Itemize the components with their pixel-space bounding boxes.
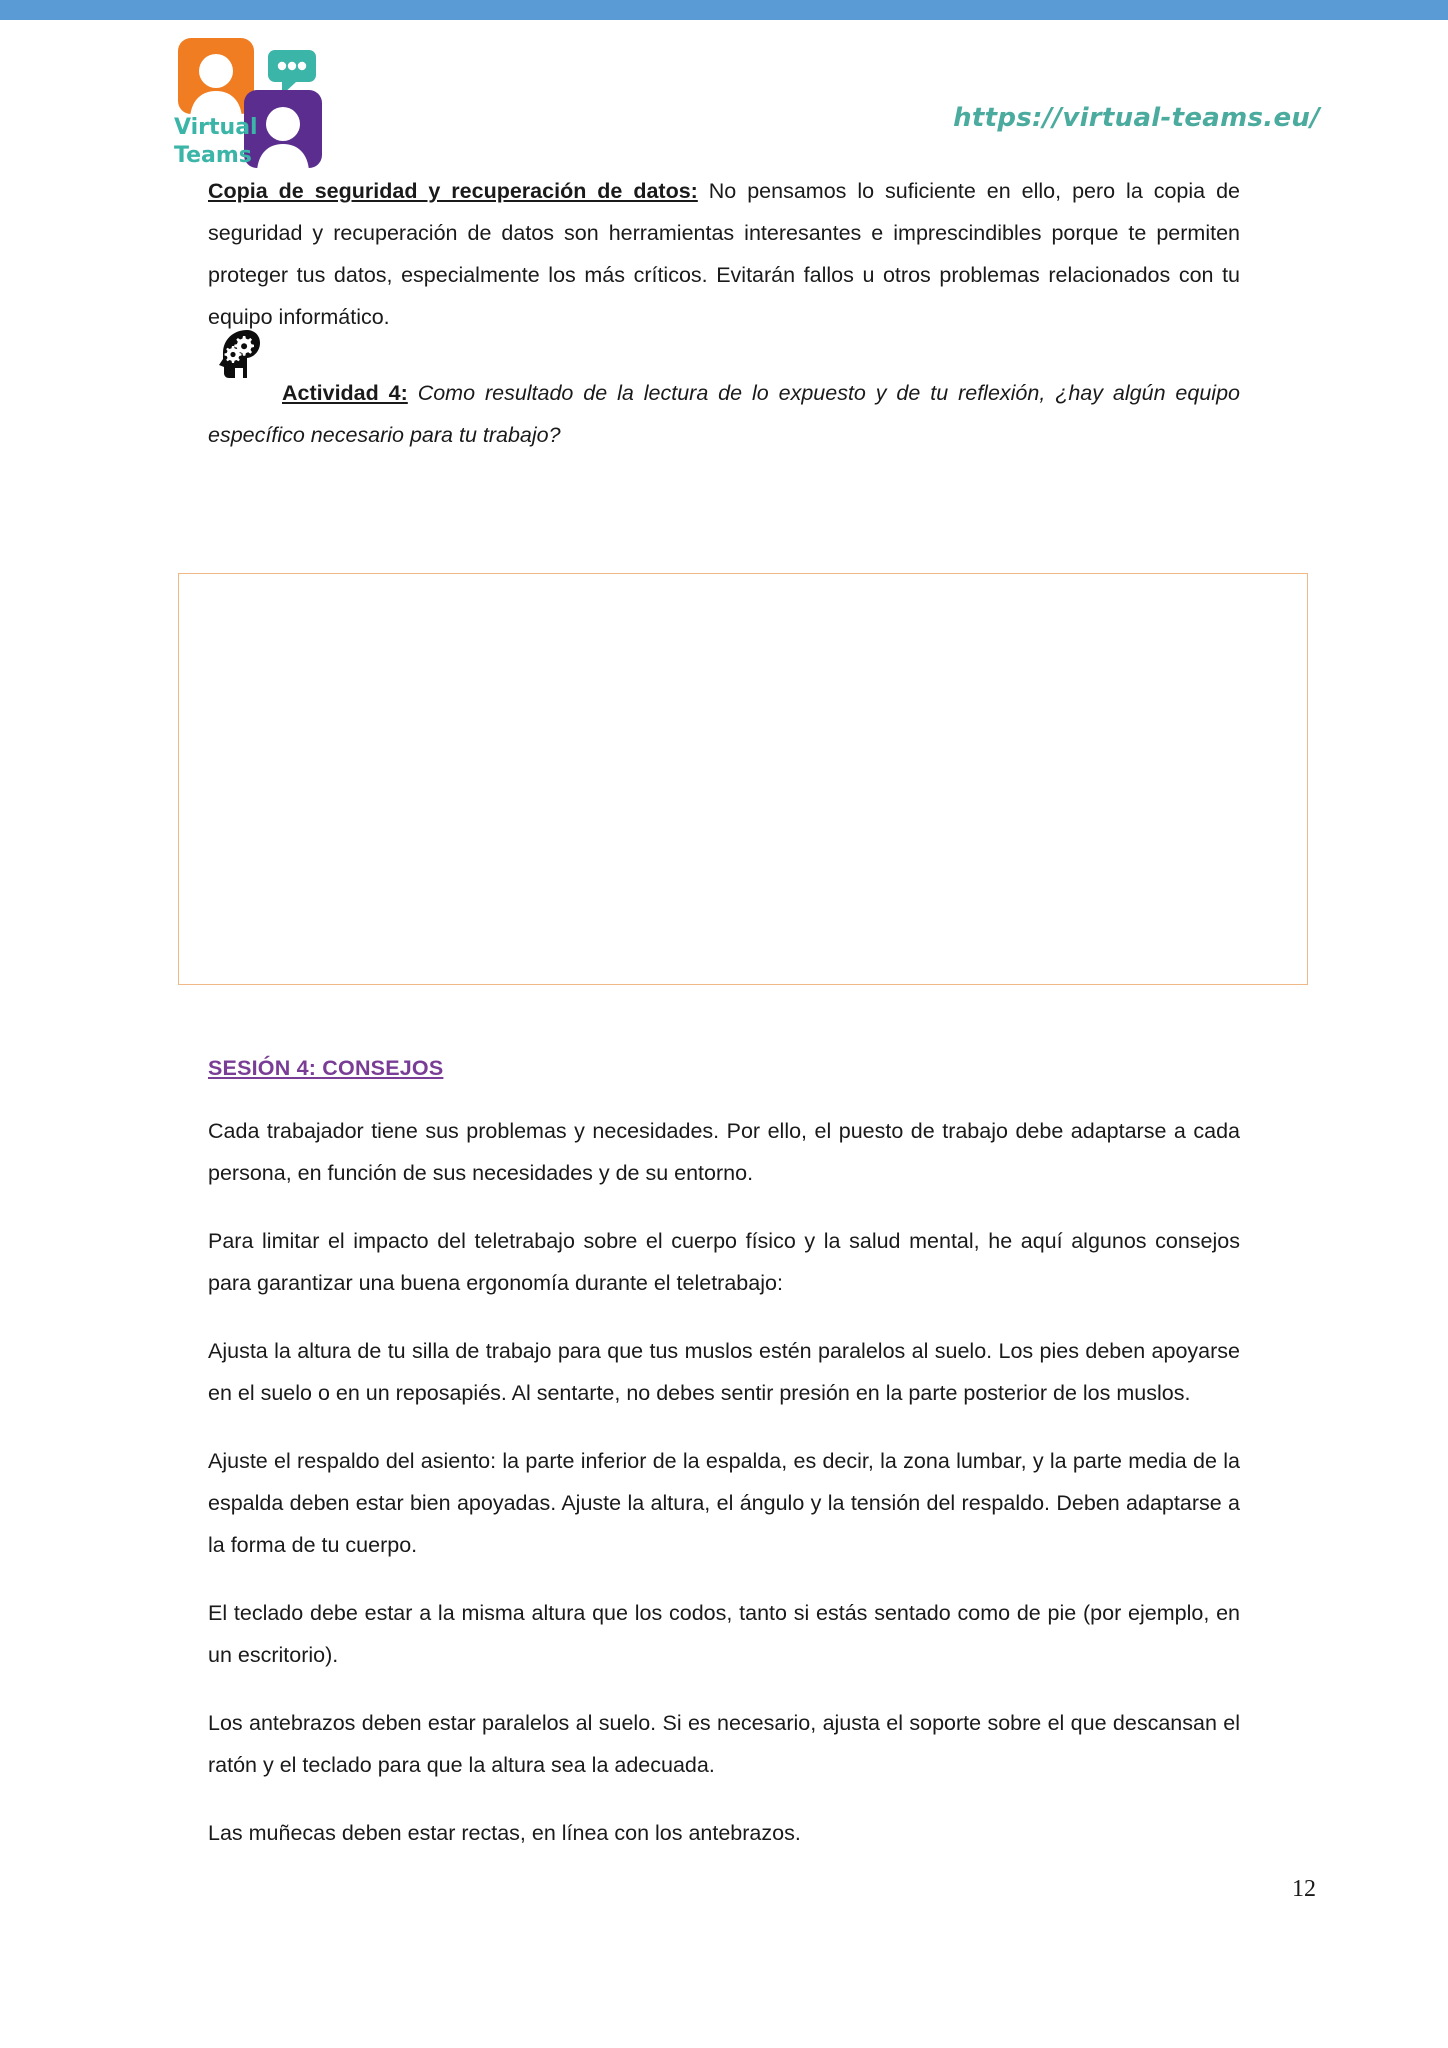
logo-wordmark-line2: Teams <box>174 143 252 168</box>
page-number: 12 <box>1292 1876 1316 1902</box>
document-page <box>0 20 1448 2048</box>
brain-head-gears-icon <box>217 328 263 380</box>
top-accent-bar <box>0 0 1448 20</box>
paragraph-3: Ajusta la altura de tu silla de trabajo para que tus muslos estén paralelos al suelo. Los pies deben apoyarse en el suelo o en un reposapiés. Al sentarte, no debes sentir presión en la parte posterior de los muslos. <box>208 1339 1240 1405</box>
activity-paragraph <box>208 372 1240 456</box>
activity-answer-box[interactable] <box>178 573 1308 985</box>
activity-label: Actividad 4: <box>282 381 408 405</box>
backup-term-label: Copia de seguridad y recuperación de datos: <box>208 179 698 203</box>
paragraph-5: El teclado debe estar a la misma altura que los codos, tanto si estás sentado como de pie (por ejemplo, en un escritorio). <box>208 1601 1240 1667</box>
logo-chat-bubble <box>268 50 316 95</box>
paragraph-2: Para limitar el impacto del teletrabajo sobre el cuerpo físico y la salud mental, he aquí algunos consejos para garantizar una buena ergonomía durante el teletrabajo: <box>208 1229 1240 1295</box>
page-header <box>0 20 1448 170</box>
activity-block <box>208 372 1240 456</box>
activity-question-text: Como resultado de la lectura de lo expuesto y de tu reflexión, ¿hay algún equipo específico necesario para tu trabajo? <box>208 381 1240 447</box>
session-heading: SESIÓN 4: CONSEJOS <box>208 1056 444 1080</box>
lower-content <box>208 1110 1240 1880</box>
backup-paragraph <box>208 170 1240 338</box>
site-url-link[interactable]: https://virtual-teams.eu/ <box>953 103 1320 133</box>
paragraph-1: Cada trabajador tiene sus problemas y necesidades. Por ello, el puesto de trabajo debe adaptarse a cada persona, en función de sus necesidades y de su entorno. <box>208 1119 1240 1185</box>
paragraph-6: Los antebrazos deben estar paralelos al suelo. Si es necesario, ajusta el soporte sobre el que descansan el ratón y el teclado para que la altura sea la adecuada. <box>208 1711 1240 1777</box>
logo-orange-avatar <box>178 38 254 118</box>
virtual-teams-logo <box>170 30 350 170</box>
backup-paragraph-text: No pensamos lo suficiente en ello, pero la copia de seguridad y recuperación de datos son herramientas interesantes e imprescindibles porque te permiten proteger tus datos, especialmente los más críticos. Evitarán fallos u otros problemas relacionados con tu equipo informático. <box>208 179 1240 329</box>
paragraph-7: Las muñecas deben estar rectas, en línea con los antebrazos. <box>208 1821 801 1845</box>
upper-content <box>208 170 1240 456</box>
paragraph-4: Ajuste el respaldo del asiento: la parte inferior de la espalda, es decir, la zona lumbar, y la parte media de la espalda deben estar bien apoyadas. Ajuste la altura, el ángulo y la tensión del respaldo. Deben adaptarse a la forma de tu cuerpo. <box>208 1449 1240 1557</box>
logo-wordmark-line1: Virtual <box>174 115 258 140</box>
